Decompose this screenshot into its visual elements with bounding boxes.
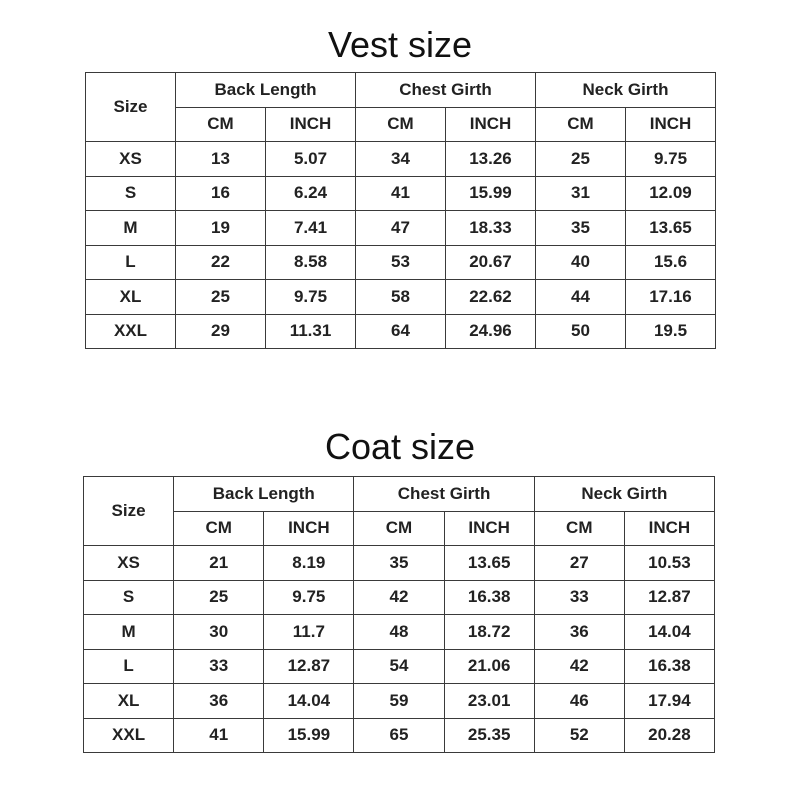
coat-measurement-cell: 12.87	[624, 580, 714, 615]
vest-measurement-cell: 13	[176, 142, 266, 177]
coat-measurement-cell: 65	[354, 718, 444, 753]
coat-measurement-cell: 10.53	[624, 546, 714, 581]
coat-table-row	[84, 546, 715, 581]
vest-measurement-cell: 50	[536, 314, 626, 349]
coat-unit-header: INCH	[444, 511, 534, 546]
vest-measurement-cell: 64	[356, 314, 446, 349]
vest-measurement-cell: 47	[356, 211, 446, 246]
coat-unit-header: INCH	[624, 511, 714, 546]
coat-size-label-cell: XS	[84, 546, 174, 581]
vest-measurement-cell: 22.62	[446, 280, 536, 315]
vest-measurement-cell: 7.41	[266, 211, 356, 246]
coat-measurement-cell: 33	[534, 580, 624, 615]
vest-table-row	[86, 245, 716, 280]
vest-measurement-cell: 35	[536, 211, 626, 246]
coat-unit-row	[84, 511, 715, 546]
vest-table-body	[86, 142, 716, 349]
coat-size-label-cell: XXL	[84, 718, 174, 753]
coat-measurement-cell: 59	[354, 684, 444, 719]
coat-measurement-cell: 14.04	[264, 684, 354, 719]
vest-measurement-cell: 58	[356, 280, 446, 315]
vest-measurement-cell: 20.67	[446, 245, 536, 280]
coat-measurement-cell: 21.06	[444, 649, 534, 684]
vest-measurement-cell: 19.5	[626, 314, 716, 349]
vest-size-label-cell: S	[86, 176, 176, 211]
vest-unit-header: INCH	[446, 107, 536, 142]
coat-table-row	[84, 580, 715, 615]
vest-size-label-cell: XL	[86, 280, 176, 315]
coat-neck-girth-header: Neck Girth	[534, 477, 714, 512]
coat-measurement-cell: 35	[354, 546, 444, 581]
coat-size-header: Size	[84, 477, 174, 546]
vest-measurement-cell: 31	[536, 176, 626, 211]
vest-size-label-cell: XS	[86, 142, 176, 177]
vest-table-row	[86, 176, 716, 211]
coat-measurement-cell: 14.04	[624, 615, 714, 650]
vest-measurement-cell: 17.16	[626, 280, 716, 315]
coat-measurement-cell: 13.65	[444, 546, 534, 581]
coat-table-row	[84, 615, 715, 650]
vest-measurement-cell: 19	[176, 211, 266, 246]
coat-size-label-cell: S	[84, 580, 174, 615]
coat-measurement-cell: 21	[174, 546, 264, 581]
vest-size-label-cell: L	[86, 245, 176, 280]
coat-back-length-header: Back Length	[174, 477, 354, 512]
coat-header-row	[84, 477, 715, 512]
vest-measurement-cell: 25	[176, 280, 266, 315]
coat-measurement-cell: 18.72	[444, 615, 534, 650]
vest-measurement-cell: 34	[356, 142, 446, 177]
coat-measurement-cell: 9.75	[264, 580, 354, 615]
vest-unit-header: INCH	[626, 107, 716, 142]
coat-measurement-cell: 12.87	[264, 649, 354, 684]
vest-measurement-cell: 9.75	[266, 280, 356, 315]
coat-chest-girth-header: Chest Girth	[354, 477, 534, 512]
coat-measurement-cell: 42	[534, 649, 624, 684]
coat-measurement-cell: 36	[174, 684, 264, 719]
coat-measurement-cell: 16.38	[444, 580, 534, 615]
vest-measurement-cell: 22	[176, 245, 266, 280]
vest-table-row	[86, 314, 716, 349]
vest-size-table	[85, 72, 716, 349]
coat-measurement-cell: 46	[534, 684, 624, 719]
vest-measurement-cell: 53	[356, 245, 446, 280]
coat-size-label-cell: M	[84, 615, 174, 650]
coat-measurement-cell: 30	[174, 615, 264, 650]
coat-measurement-cell: 52	[534, 718, 624, 753]
vest-measurement-cell: 8.58	[266, 245, 356, 280]
vest-measurement-cell: 15.99	[446, 176, 536, 211]
vest-measurement-cell: 13.65	[626, 211, 716, 246]
vest-measurement-cell: 12.09	[626, 176, 716, 211]
vest-unit-header: CM	[176, 107, 266, 142]
vest-measurement-cell: 9.75	[626, 142, 716, 177]
vest-size-label-cell: XXL	[86, 314, 176, 349]
coat-measurement-cell: 54	[354, 649, 444, 684]
coat-table-row	[84, 718, 715, 753]
coat-unit-header: CM	[534, 511, 624, 546]
coat-table-row	[84, 649, 715, 684]
coat-measurement-cell: 11.7	[264, 615, 354, 650]
vest-neck-girth-header: Neck Girth	[536, 73, 716, 108]
vest-measurement-cell: 41	[356, 176, 446, 211]
coat-measurement-cell: 25	[174, 580, 264, 615]
vest-unit-header: CM	[356, 107, 446, 142]
vest-measurement-cell: 24.96	[446, 314, 536, 349]
vest-table-row	[86, 280, 716, 315]
vest-size-label-cell: M	[86, 211, 176, 246]
vest-back-length-header: Back Length	[176, 73, 356, 108]
vest-size-title: Vest size	[327, 24, 473, 65]
vest-measurement-cell: 18.33	[446, 211, 536, 246]
vest-measurement-cell: 6.24	[266, 176, 356, 211]
coat-measurement-cell: 23.01	[444, 684, 534, 719]
coat-measurement-cell: 42	[354, 580, 444, 615]
coat-measurement-cell: 25.35	[444, 718, 534, 753]
vest-unit-header: INCH	[266, 107, 356, 142]
coat-size-section	[0, 424, 800, 753]
vest-measurement-cell: 13.26	[446, 142, 536, 177]
vest-size-section	[0, 22, 800, 349]
coat-unit-header: INCH	[264, 511, 354, 546]
vest-measurement-cell: 15.6	[626, 245, 716, 280]
coat-unit-header: CM	[354, 511, 444, 546]
coat-unit-header: CM	[174, 511, 264, 546]
coat-measurement-cell: 20.28	[624, 718, 714, 753]
coat-size-title: Coat size	[324, 426, 476, 467]
vest-unit-header: CM	[536, 107, 626, 142]
coat-size-label-cell: L	[84, 649, 174, 684]
vest-header-row	[86, 73, 716, 108]
coat-measurement-cell: 33	[174, 649, 264, 684]
vest-size-header: Size	[86, 73, 176, 142]
vest-measurement-cell: 5.07	[266, 142, 356, 177]
coat-measurement-cell: 15.99	[264, 718, 354, 753]
vest-measurement-cell: 40	[536, 245, 626, 280]
vest-table-row	[86, 142, 716, 177]
vest-unit-row	[86, 107, 716, 142]
coat-measurement-cell: 41	[174, 718, 264, 753]
vest-chest-girth-header: Chest Girth	[356, 73, 536, 108]
coat-measurement-cell: 17.94	[624, 684, 714, 719]
vest-table-row	[86, 211, 716, 246]
vest-measurement-cell: 29	[176, 314, 266, 349]
vest-measurement-cell: 11.31	[266, 314, 356, 349]
coat-measurement-cell: 27	[534, 546, 624, 581]
vest-measurement-cell: 44	[536, 280, 626, 315]
coat-measurement-cell: 48	[354, 615, 444, 650]
coat-size-label-cell: XL	[84, 684, 174, 719]
coat-table-row	[84, 684, 715, 719]
coat-table-body	[84, 546, 715, 753]
coat-measurement-cell: 36	[534, 615, 624, 650]
coat-measurement-cell: 16.38	[624, 649, 714, 684]
coat-measurement-cell: 8.19	[264, 546, 354, 581]
vest-measurement-cell: 16	[176, 176, 266, 211]
vest-measurement-cell: 25	[536, 142, 626, 177]
coat-size-table	[83, 476, 715, 753]
